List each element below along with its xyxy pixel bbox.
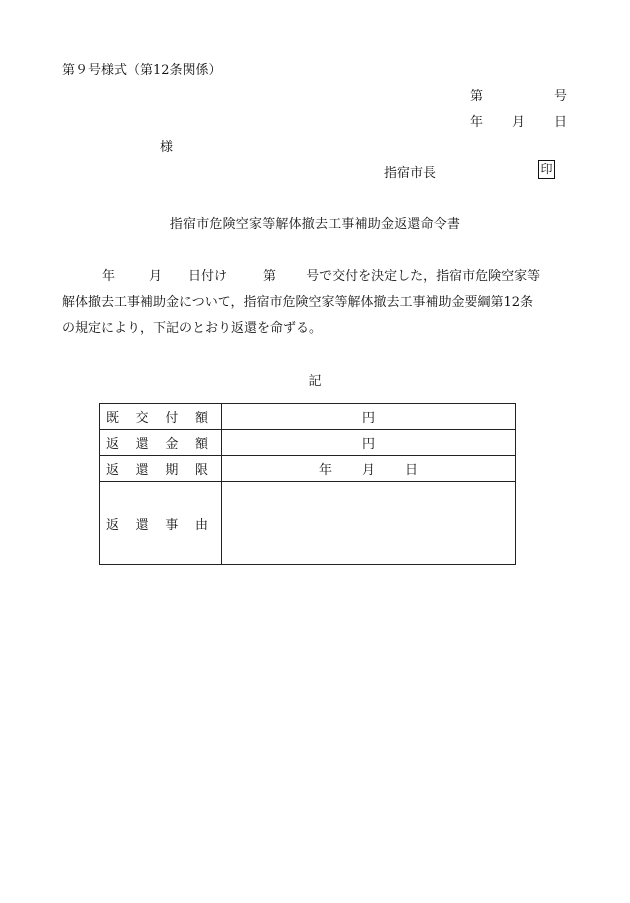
seal-mark: 印 <box>538 160 555 179</box>
body-line-2: 解体撤去工事補助金について，指宿市危険空家等解体撤去工事補助金要綱第12条 <box>62 295 534 310</box>
row-label-return-reason: 返 還 事 由 <box>100 482 222 565</box>
number-suffix: 号 <box>553 89 567 104</box>
document-title: 指宿市危険空家等解体撤去工事補助金返還命令書 <box>169 217 461 232</box>
date-day: 日 <box>553 115 567 130</box>
table-row <box>100 430 516 456</box>
return-details-table <box>99 403 516 565</box>
issuer-name: 指宿市長 <box>384 166 437 181</box>
addressee-honorific: 様 <box>160 140 174 155</box>
body-year: 年 <box>102 269 116 284</box>
row-label-granted-amount: 既 交 付 額 <box>100 404 222 430</box>
granted-amount-value: 円 <box>222 404 516 430</box>
body-month: 月 <box>149 269 163 284</box>
table-row <box>100 456 516 482</box>
return-deadline-value: 年 月 日 <box>222 456 516 482</box>
document-number <box>470 85 567 104</box>
return-reason-value <box>222 482 516 565</box>
ki-heading: 記 <box>308 374 322 389</box>
table-row <box>100 404 516 430</box>
form-number-label: 第９号様式（第12条関係） <box>62 63 222 78</box>
body-dated: 日付け <box>188 269 228 284</box>
body-line1-rest: 号で交付を決定した，指宿市危険空家等 <box>306 269 541 284</box>
document-date <box>470 111 567 130</box>
date-month: 月 <box>511 115 525 130</box>
row-label-return-amount: 返 還 金 額 <box>100 430 222 456</box>
body-num-prefix: 第 <box>263 269 277 284</box>
table-row <box>100 482 516 565</box>
number-prefix: 第 <box>470 89 484 104</box>
row-label-return-deadline: 返 還 期 限 <box>100 456 222 482</box>
date-year: 年 <box>470 115 484 130</box>
body-line-3: の規定により，下記のとおり返還を命ずる。 <box>62 321 323 336</box>
return-amount-value: 円 <box>222 430 516 456</box>
body-line-1 <box>62 265 567 284</box>
